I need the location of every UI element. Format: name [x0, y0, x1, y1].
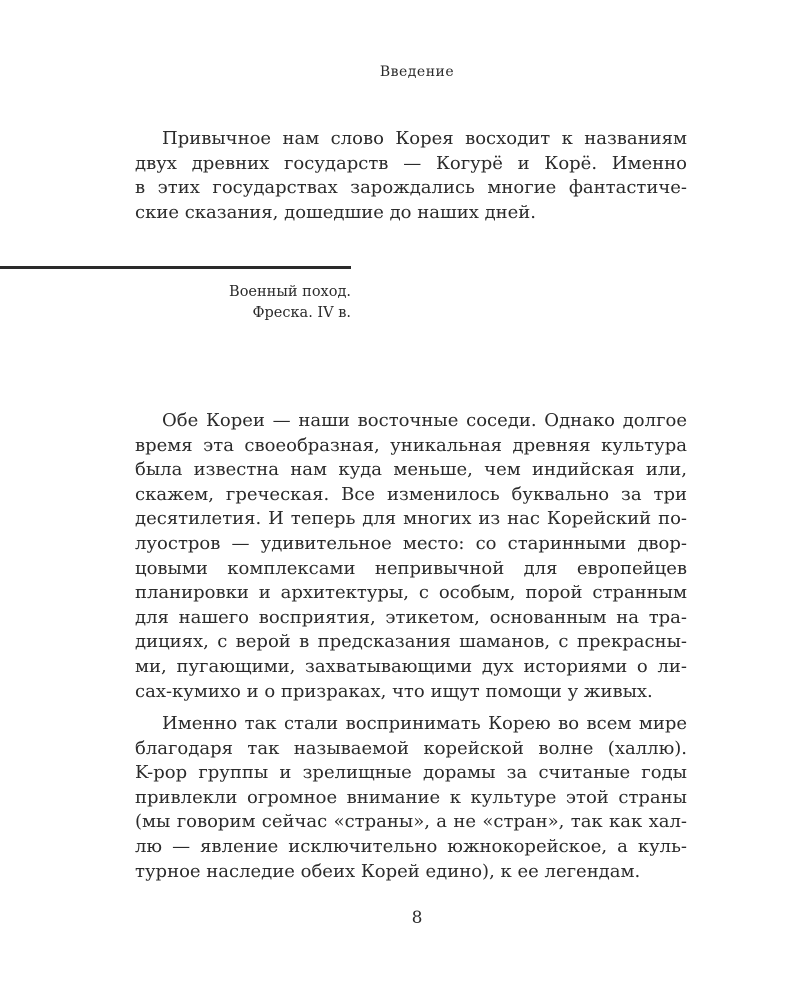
text-line: K-pop группы и зрелищные дорамы за считаные годы — [135, 762, 687, 784]
text-line: лю — явление исключительно южнокорейское, а куль- — [135, 835, 687, 857]
text-line: Обе Кореи — наши восточные соседи. Однако долгое — [162, 410, 687, 431]
text-line: привлекли огромное внимание к культуре этой страны — [135, 786, 687, 808]
paragraph-body-2 — [135, 712, 687, 884]
text-line: в этих государствах зарождались многие фантастиче- — [135, 177, 687, 199]
text-line: Именно так стали воспринимать Корею во всем мире — [162, 713, 687, 734]
text-line: цовыми комплексами непривычной для европейцев — [135, 557, 687, 579]
text-line: благодаря так называемой корейской волне (халлю). — [135, 737, 687, 759]
text-line: (мы говорим сейчас «страны», а не «стран», так как хал- — [135, 811, 687, 833]
text-line: планировки и архитектуры, с особым, порой странным — [135, 582, 687, 604]
text-line: дициях, с верой в предсказания шаманов, с прекрасны- — [135, 631, 687, 653]
text-line: десятилетия. И теперь для многих из нас Корейский по- — [135, 508, 687, 530]
text-line: ми, пугающими, захватывающими дух историями о ли- — [135, 655, 687, 677]
text-line: была известна нам куда меньше, чем индийская или, — [135, 459, 687, 481]
figure-caption — [229, 282, 351, 324]
page-number: 8 — [411, 908, 423, 928]
text-line: луостров — удивительное место: со старинными двор- — [135, 532, 687, 554]
caption-divider — [0, 266, 351, 269]
text-line: турное наследие обеих Корей едино), к ее легендам. — [135, 860, 641, 882]
caption-line: Фреска. IV в. — [252, 305, 351, 321]
text-line: скажем, греческая. Все изменилось буквально за три — [135, 483, 687, 505]
running-header: Введение — [379, 64, 455, 80]
text-line: для нашего восприятия, этикетом, основанным на тра- — [135, 606, 687, 628]
caption-line: Военный поход. — [229, 284, 351, 300]
text-line: сах-кумихо и о призраках, что ищут помощи у живых. — [135, 680, 653, 702]
text-line: двух древних государств — Когурё и Корё. Именно — [135, 152, 687, 174]
paragraph-intro — [135, 127, 687, 225]
paragraph-body-1 — [135, 409, 687, 704]
text-line: время эта своеобразная, уникальная древняя культура — [135, 434, 687, 456]
text-line: ские сказания, дошедшие до наших дней. — [135, 201, 537, 223]
text-line: Привычное нам слово Корея восходит к названиям — [162, 128, 687, 149]
